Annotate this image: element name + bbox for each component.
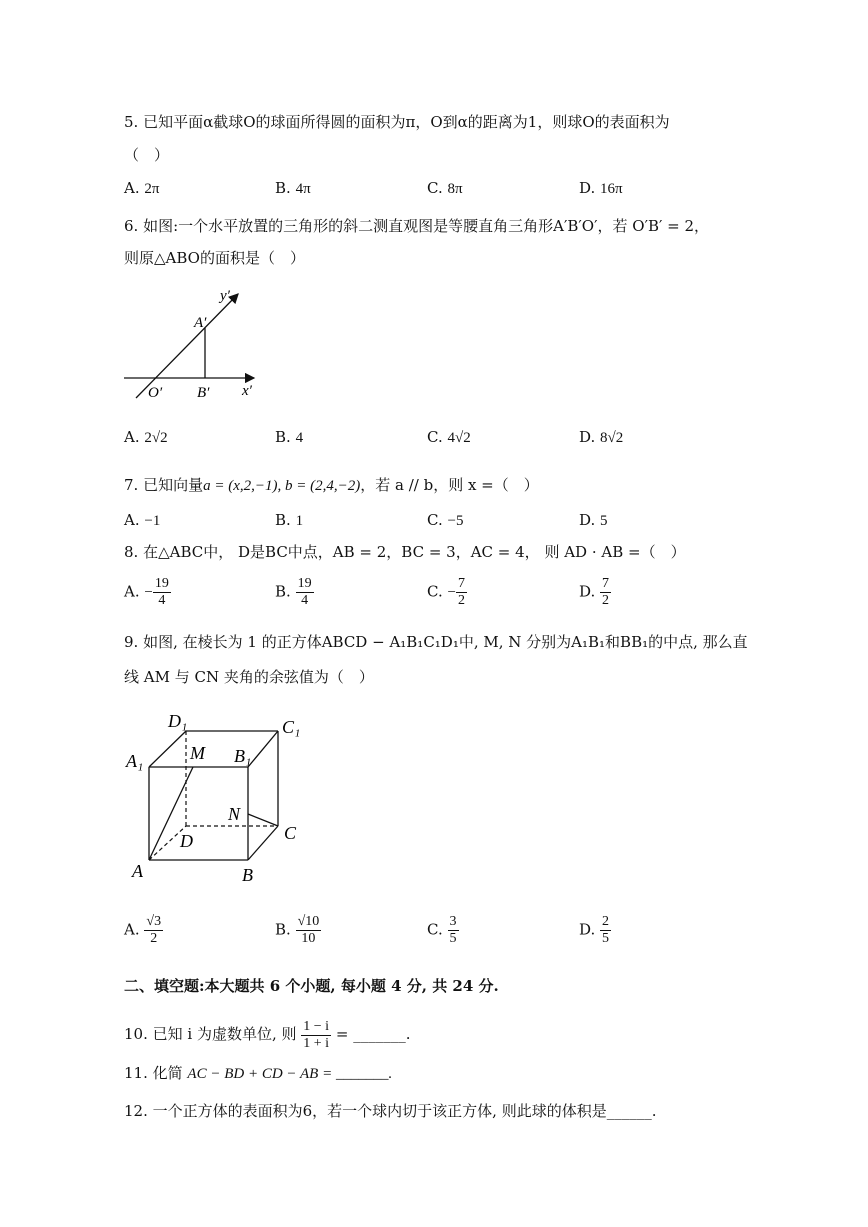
option-label: D.: [579, 511, 596, 529]
edge-b-c: [248, 826, 278, 860]
option-label: D.: [579, 920, 596, 939]
label-m: M: [190, 743, 205, 763]
q7-formula: a = (x,2,−1), b = (2,4,−2): [203, 478, 361, 494]
label-b: B: [242, 865, 253, 885]
option-label: A.: [124, 179, 140, 197]
option-value: 4: [295, 430, 304, 446]
q9-option-a: [124, 914, 163, 947]
label-a: A: [132, 861, 143, 881]
fraction-denominator: 5: [602, 931, 610, 946]
fraction-denominator: 4: [301, 593, 309, 608]
option-value: 4√2: [447, 430, 471, 446]
option-fraction: [296, 576, 314, 609]
option-label: C.: [427, 511, 443, 529]
q10-suffix: = _______.: [335, 1025, 411, 1043]
option-fraction: [600, 576, 611, 609]
q7-option-c: [427, 510, 463, 531]
option-fraction: [153, 576, 171, 609]
segment-c-n: [248, 814, 278, 826]
q10-fraction: [301, 1019, 331, 1052]
fraction-denominator: 2: [150, 931, 158, 946]
q8-option-d: [579, 576, 611, 609]
fraction-numerator: 7: [457, 576, 465, 591]
q5-stem: 5. 已知平面α截球O的球面所得圆的面积为π，O到α的距离为1，则球O的表面积为: [124, 113, 670, 131]
q11-stem: [124, 1063, 392, 1084]
q6-option-c: [427, 427, 471, 448]
q6-stem-line2: 则原△ABO的面积是（ ）: [124, 249, 305, 267]
option-label: D.: [579, 179, 596, 197]
q7-option-a: [124, 510, 160, 531]
q8-option-a: [124, 576, 171, 609]
q10-prefix: 10. 已知 i 为虚数单位, 则: [124, 1025, 297, 1043]
option-label: B.: [275, 179, 291, 197]
option-label: A.: [124, 920, 140, 939]
option-label: C.: [427, 920, 443, 939]
option-value: −5: [447, 513, 464, 529]
fraction-denominator: 1 + i: [303, 1035, 330, 1051]
option-value: 2√2: [144, 430, 168, 446]
fraction-numerator: 2: [602, 914, 610, 929]
option-label: B.: [275, 920, 291, 939]
label-b1: B₁: [234, 746, 252, 766]
q9-stem-line1: 9. 如图, 在棱长为 1 的正方体ABCD − A₁B₁C₁D₁中, M, N 分别为A₁B₁和BB₁的中点, 那么直: [124, 633, 748, 651]
q6-stem-line1: 6. 如图:一个水平放置的三角形的斜二测直观图是等腰直角三角形A′B′O′，若 O′B′ = 2，: [124, 217, 710, 235]
option-value: 8√2: [600, 430, 624, 446]
option-label: A.: [124, 582, 140, 601]
q8-option-b: [275, 576, 314, 609]
q12-stem: 12. 一个正方体的表面积为6，若一个球内切于该正方体, 则此球的体积是______.: [124, 1102, 657, 1120]
q5-option-c: [427, 178, 463, 199]
q8-option-c: [427, 576, 467, 609]
label-y: y′: [220, 288, 230, 304]
fraction-denominator: 4: [158, 593, 166, 608]
label-d1: D₁: [168, 711, 188, 731]
option-fraction: [448, 914, 459, 947]
option-label: B.: [275, 511, 291, 529]
fraction-numerator: √10: [297, 914, 320, 929]
option-label: A.: [124, 428, 140, 446]
q9-option-d: [579, 914, 611, 947]
option-value: 8π: [447, 181, 463, 197]
q9-stem-line2: 线 AM 与 CN 夹角的余弦值为（ ）: [124, 668, 374, 686]
q7-option-d: [579, 510, 608, 531]
option-label: D.: [579, 428, 596, 446]
option-fraction: [144, 914, 163, 947]
option-value: 2π: [144, 181, 160, 197]
edge-a1-d1: [149, 731, 186, 767]
fraction-denominator: 2: [602, 593, 610, 608]
fraction-denominator: 5: [449, 931, 457, 946]
option-fraction: [456, 576, 467, 609]
q6-figure: [120, 282, 270, 407]
option-label: C.: [427, 428, 443, 446]
label-c: C: [284, 823, 297, 843]
option-value: 1: [295, 513, 304, 529]
q6-option-a: [124, 427, 168, 448]
q7-stem: [124, 475, 539, 496]
option-fraction: [600, 914, 611, 947]
fraction-numerator: 19: [297, 576, 312, 591]
label-x: x′: [242, 383, 252, 399]
section2-title: 二、填空题:本大题共 6 个小题, 每小题 4 分, 共 24 分.: [124, 977, 499, 995]
q9-option-b: [275, 914, 321, 947]
q5-option-d: [579, 178, 623, 199]
label-d: D: [180, 831, 193, 851]
label-b: B′: [197, 385, 210, 401]
q7-option-b: [275, 510, 303, 531]
option-sign: −: [447, 584, 456, 601]
q6-option-d: [579, 427, 623, 448]
q7-prefix: 7. 已知向量: [124, 476, 204, 494]
q11-formula: AC − BD + CD − AB = _______.: [187, 1066, 393, 1082]
y-axis: [136, 294, 238, 398]
option-label: D.: [579, 582, 596, 601]
q5-paren: （ ）: [124, 146, 170, 164]
label-a1: A₁: [126, 751, 144, 771]
q11-prefix: 11. 化简: [124, 1064, 183, 1082]
option-label: B.: [275, 428, 291, 446]
label-a: A′: [194, 315, 207, 331]
fraction-numerator: 19: [154, 576, 169, 591]
label-c1: C₁: [282, 717, 301, 737]
q9-option-c: [427, 914, 459, 947]
option-value: 16π: [600, 181, 623, 197]
fraction-denominator: 10: [301, 931, 316, 946]
option-label: C.: [427, 179, 443, 197]
q8-stem: 8. 在△ABC中， D是BC中点，AB = 2，BC = 3，AC = 4， 则 AD · AB =（ ）: [124, 543, 686, 561]
fraction-numerator: 7: [602, 576, 610, 591]
fraction-numerator: 3: [449, 914, 457, 929]
fraction-numerator: √3: [146, 914, 162, 929]
label-n: N: [228, 804, 241, 824]
fraction-denominator: 2: [457, 593, 465, 608]
edge-b1-c1: [248, 731, 278, 767]
option-fraction: [296, 914, 322, 947]
option-value: 4π: [295, 181, 311, 197]
q6-option-b: [275, 427, 303, 448]
q9-cube-figure: [124, 705, 314, 890]
q7-suffix: ，若 a // b，则 x =（ ）: [360, 476, 539, 494]
option-label: C.: [427, 582, 443, 601]
q5-option-a: [124, 178, 159, 199]
option-sign: −: [144, 584, 153, 601]
option-value: −1: [144, 513, 161, 529]
label-o: O′: [148, 385, 163, 401]
fraction-numerator: 1 − i: [303, 1018, 330, 1034]
q5-option-b: [275, 178, 311, 199]
option-label: A.: [124, 511, 140, 529]
option-value: 5: [600, 513, 608, 529]
option-label: B.: [275, 582, 291, 601]
q10-stem: [124, 1014, 410, 1054]
